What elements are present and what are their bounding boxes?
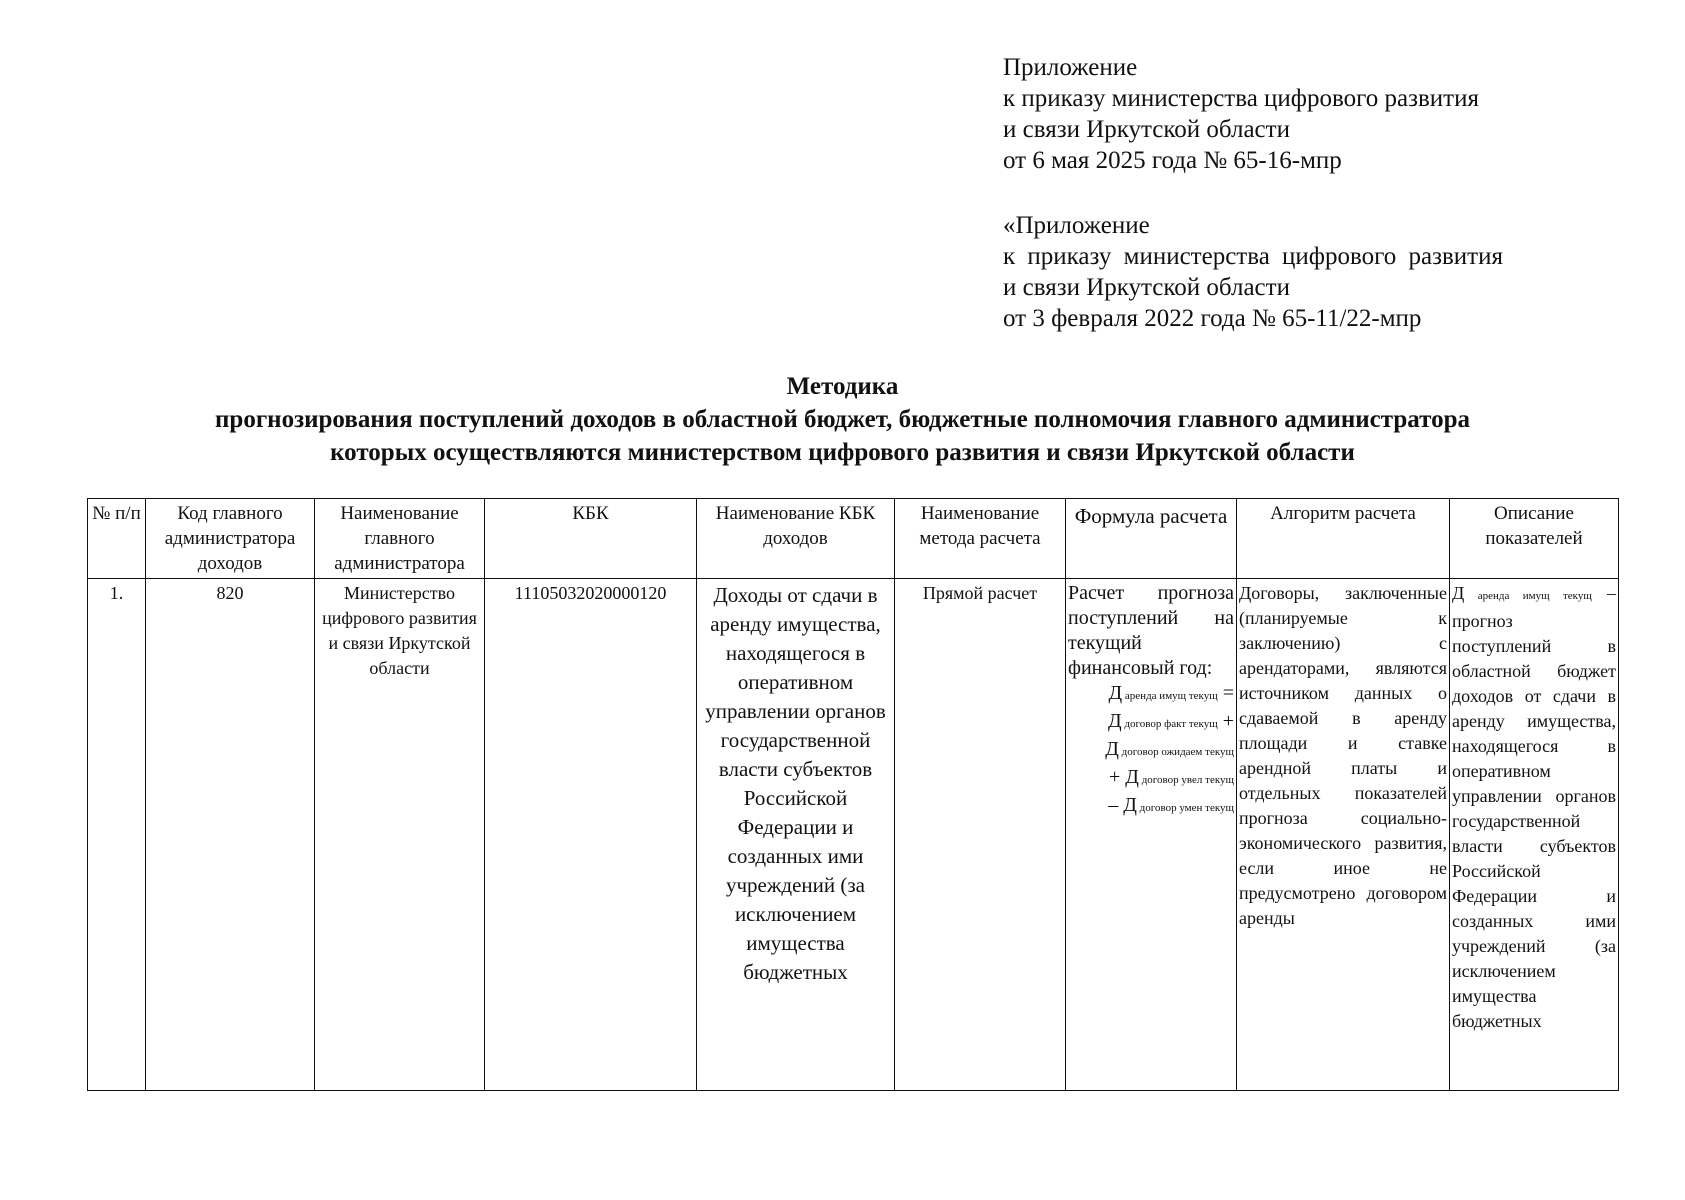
annex-line: Приложение (1003, 54, 1138, 81)
title-line-2: прогнозирования поступлений доходов в областной бюджет, бюджетные полномочия главного администратора (215, 406, 1470, 433)
annex-line: к приказу министерства цифрового развития (1003, 85, 1479, 112)
header-description: Описание показателей (1450, 499, 1619, 579)
description-symbol: Д аренда имущ текущ – (1452, 583, 1617, 603)
document-title (0, 370, 1685, 469)
header-kbk: КБК (485, 499, 697, 579)
cell-kbk: 11105032020000120 (485, 579, 697, 1091)
header-admin-name: Наименование главного администратора (315, 499, 485, 579)
header-kbk-name: Наименование КБК доходов (697, 499, 895, 579)
formula-line: + Д договор увел текущ (1109, 766, 1234, 788)
annex-line: и связи Иркутской области (1003, 274, 1290, 301)
annex-line: «Приложение (1003, 212, 1150, 239)
cell-description (1450, 579, 1619, 1091)
annex-header-original (1003, 210, 1503, 334)
annex-line: от 3 февраля 2022 года № 65-11/22-мпр (1003, 305, 1422, 332)
formula-line: – Д договор умен текущ (1108, 794, 1234, 816)
cell-number: 1. (88, 579, 146, 1091)
formula-line: Д аренда имущ текущ = (1108, 682, 1234, 704)
cell-admin-code: 820 (146, 579, 315, 1091)
header-method: Наименование метода расчета (895, 499, 1066, 579)
cell-formula (1066, 579, 1237, 1091)
table-row (88, 579, 1619, 1091)
formula-intro: Расчет прогноза поступлений на текущий финансовый год: (1068, 582, 1234, 679)
formula-line: Д договор ожидаем текущ (1105, 738, 1234, 760)
methodology-table (87, 498, 1619, 1091)
formula-lines (1068, 681, 1234, 821)
header-admin-code: Код главного администратора доходов (146, 499, 315, 579)
description-text: прогноз поступлений в областной бюджет доходов от сдачи в аренду имущества, находящегося в оперативном управлении органов государственной власти субъектов Российской Федерации и созданных ими учреждений (за исключением имущества бюджетных (1452, 611, 1616, 1031)
annex-line: от 6 мая 2025 года № 65-16-мпр (1003, 147, 1342, 174)
cell-method: Прямой расчет (895, 579, 1066, 1091)
cell-kbk-name: Доходы от сдачи в аренду имущества, находящегося в оперативном управлении органов государственной власти субъектов Российской Федерации и созданных ими учреждений (за исключением имущества бюджетных (697, 579, 895, 1091)
cell-admin-name: Министерство цифрового развития и связи Иркутской области (315, 579, 485, 1091)
annex-line: к приказу министерства цифрового развития (1003, 243, 1503, 270)
table-header-row (88, 499, 1619, 579)
header-formula: Формула расчета (1066, 499, 1237, 579)
header-algorithm: Алгоритм расчета (1237, 499, 1450, 579)
annex-header-current (1003, 52, 1479, 176)
annex-line: и связи Иркутской области (1003, 116, 1290, 143)
title-line-1: Методика (786, 373, 899, 400)
formula-line: Д договор факт текущ + (1107, 710, 1234, 732)
title-line-3: которых осуществляются министерством цифрового развития и связи Иркутской области (330, 439, 1355, 466)
header-number: № п/п (88, 499, 146, 579)
cell-algorithm: Договоры, заключенные (планируемые к заключению) с арендаторами, являются источником данных о сдаваемой в аренду площади и ставке арендной платы и отдельных показателей прогноза социально-экономического развития, если иное не предусмотрено договором аренды (1237, 579, 1450, 1091)
